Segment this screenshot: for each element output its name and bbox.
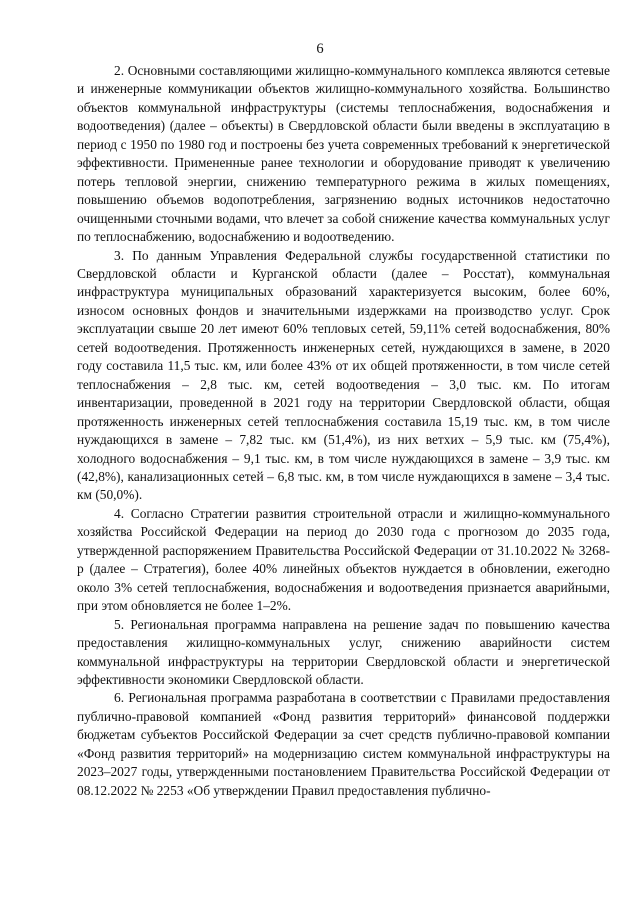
page-number: 6 <box>316 41 324 57</box>
paragraph-5: 5. Региональная программа направлена на решение задач по повышению качества предоставления жилищно-коммунальных услуг, снижению аварийности систем коммунальной инфраструктуры на территории Свердловской области и энергетической эффективности экономики Свердловской области. <box>77 616 610 687</box>
paragraph-4: 4. Согласно Стратегии развития строительной отрасли и жилищно-коммунального хозяйства Российской Федерации на период до 2030 года с прогнозом до 2035 года, утвержденной распоряжением Правительства Российской Федерации от 31.10.2022 № 3268-р (далее – Стратегия), более 40% линейных объектов нуждается в обновлении, ежегодно около 3% сетей теплоснабжения, водоснабжения и водоотведения признается аварийными, при этом обновляется не более 1–2%. <box>77 505 610 614</box>
paragraph-2: 2. Основными составляющими жилищно-коммунального комплекса являются сетевые и инженерные коммуникации объектов жилищно-коммунального хозяйства. Большинство объектов коммунальной инфраструктуры (системы теплоснабжения, водоснабжения и водоотведения) (далее – объекты) в Свердловской области были введены в эксплуатацию в период с 1950 по 1980 год и построены без учета современных требований к энергетической эффективности. Примененные ранее технологии и оборудование приводят к увеличению потерь тепловой энергии, снижению температурного режима в жилых помещениях, повышению объемов водопотребления, загрязнению водных источников недостаточно очищенными сточными водами, что влечет за собой снижение качества коммунальных услуг по теплоснабжению, водоснабжению и водоотведению. <box>77 63 610 245</box>
document-body <box>77 62 610 800</box>
paragraph-3: 3. По данным Управления Федеральной службы государственной статистики по Свердловской области и Курганской области (далее – Росстат), коммунальная инфраструктура муниципальных образований характеризуется высоким, более 60%, износом основных фондов и значительными издержками на производство услуг. Срок эксплуатации свыше 20 лет имеют 60% тепловых сетей, 59,11% сетей водоснабжения, 80% сетей водоотведения. Протяженность инженерных сетей, нуждающихся в замене, в 2020 году составила 11,5 тыс. км, или более 43% от их общей протяженности, в том числе сетей теплоснабжения – 2,8 тыс. км, сетей водоотведения – 3,0 тыс. км. По итогам инвентаризации, проведенной в 2021 году на территории Свердловской области, общая протяженность инженерных сетей теплоснабжения составила 15,19 тыс. км, в том числе нуждающихся в замене – 7,82 тыс. км (51,4%), из них ветхих – 5,9 тыс. км (75,4%), холодного водоснабжения – 9,1 тыс. км, в том числе нуждающихся в замене – 3,9 тыс. км (42,8%), канализационных сетей – 6,8 тыс. км, в том числе нуждающихся в замене – 3,4 тыс. км (50,0%). <box>77 247 610 503</box>
paragraph-6: 6. Региональная программа разработана в соответствии с Правилами предоставления публично-правовой компанией «Фонд развития территорий» финансовой поддержки бюджетам субъектов Российской Федерации за счет средств публично-правовой компании «Фонд развития территорий» на модернизацию систем коммунальной инфраструктуры на 2023–2027 годы, утвержденными постановлением Правительства Российской Федерации от 08.12.2022 № 2253 «Об утверждении Правил предоставления публично- <box>77 690 610 798</box>
